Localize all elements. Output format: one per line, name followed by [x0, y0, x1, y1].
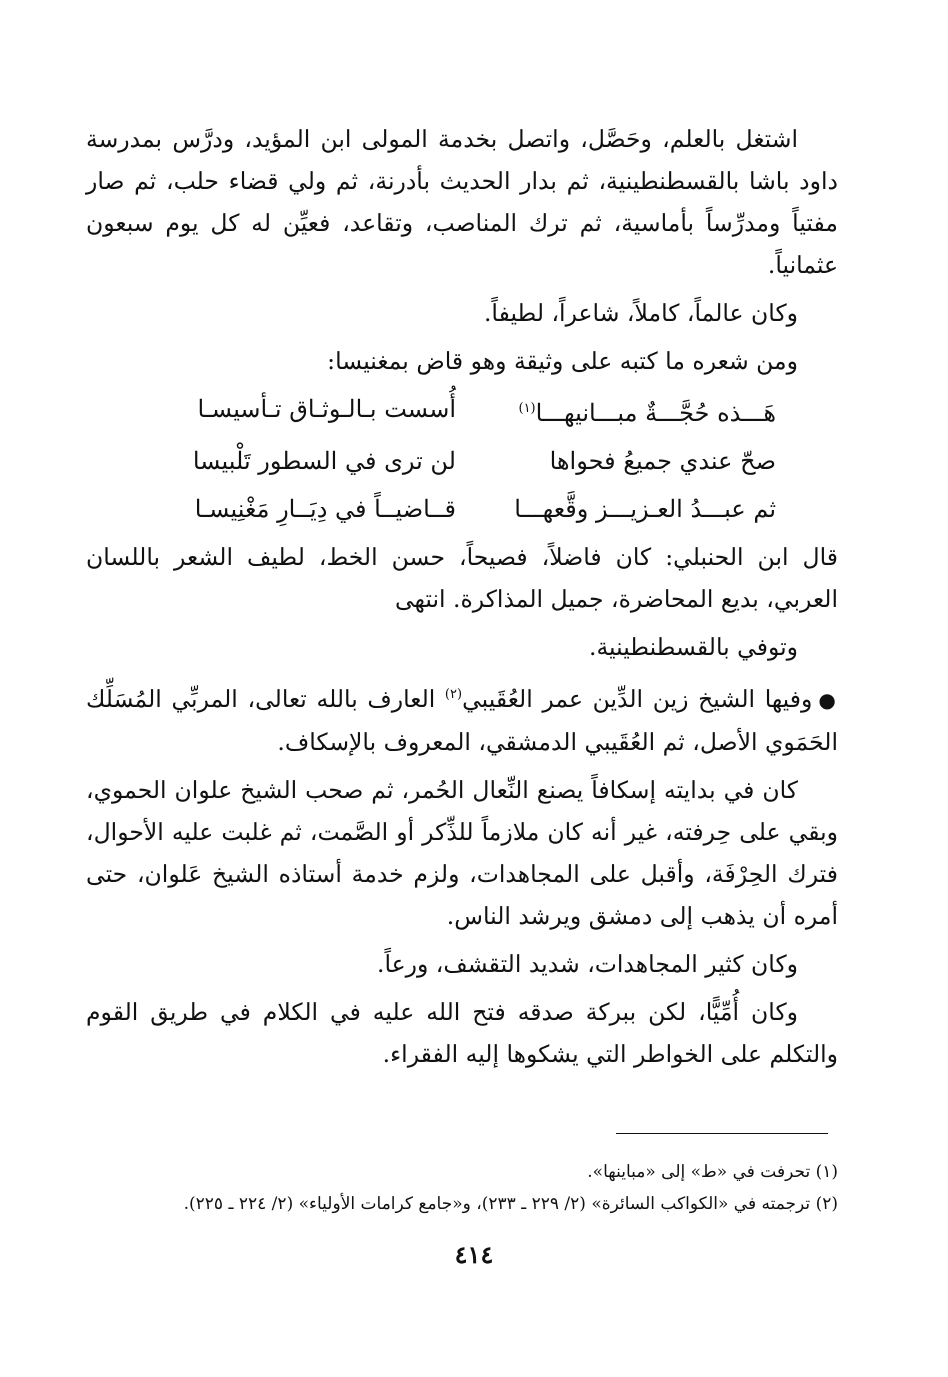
paragraph: ومن شعره ما كتبه على وثيقة وهو قاض بمغنيسا: [327, 347, 798, 375]
verse-line [86, 440, 838, 482]
paragraph: وكان عالماً، كاملاً، شاعراً، لطيفاً. [483, 299, 798, 327]
entry-heading-paragraph: ●وفيها الشيخ زين الدِّين عمر العُقَيبي$^{(٢)}$ العارف بالله تعالى، المربِّي المُسَلِّك الحَمَوي الأصل، ثم العُقَيبي الدمشقي، المعروف بالإسكاف. [86, 684, 838, 756]
footnote-marker: (٢) [444, 687, 463, 702]
paragraph: اشتغل بالعلم، وحَصَّل، واتصل بخدمة المولى ابن المؤيد، ودرَّس بمدرسة داود باشا بالقسطنطينية، ثم بدار الحديث بأدرنة، ثم ولي قضاء حلب، ثم صار مفتياً ومدرِّساً بأماسية، ثم ترك المناصب، وتقاعد، فعيِّن له كل يوم سبعون عثمانياً. [86, 125, 838, 279]
footnotes [86, 1156, 838, 1220]
verse-first-hemistich: ثم عبـــدُ العـزيـــز وقَّعهـــا [514, 495, 776, 523]
verse-line [86, 388, 838, 434]
footnote: (١) تحرفت في «ط» إلى «مباينها». [587, 1162, 838, 1182]
verse-second-hemistich: أُسست بـالـوثـاق تـأسيسـا [197, 395, 456, 423]
page-body [86, 118, 838, 1081]
paragraph: وكان أُمِّيًّا، لكن ببركة صدقه فتح الله عليه في الكلام في طريق القوم والتكلم على الخواطر التي يشكوها إليه الفقراء. [86, 997, 838, 1068]
bullet-icon: ● [818, 687, 838, 712]
verse-first-hemistich: هَـــذه حُجَّـــةٌ مبـــانيهـــا$^{(١)}$ [518, 399, 776, 427]
paragraph: وكان كثير المجاهدات، شديد التقشف، ورعاً. [376, 949, 798, 978]
paragraph: كان في بدايته إسكافاً يصنع النِّعال الحُمر، ثم صحب الشيخ علوان الحموي، وبقي على حِرفته، غير أنه كان ملازماً للذِّكر أو الصَّمت، ثم غلبت عليه الأحوال، فترك الحِرْفَة، وأقبل على المجاهدات، ولزم خدمة أستاذه الشيخ عَلوان، حتى أمره أن يذهب إلى دمشق ويرشد الناس. [86, 775, 838, 930]
footnote-marker: (١) [518, 401, 536, 416]
verse-second-hemistich: قــاضيــاً في دِيَــارِ مَغْنِيسـا [194, 495, 456, 523]
paragraph: قال ابن الحنبلي: كان فاضلاً، فصيحاً، حسن الخط، لطيف الشعر باللسان العربي، بديع المحاضرة، جميل المذاكرة. انتهى [86, 543, 838, 613]
verse-first-hemistich: صحّ عندي جميعُ فحواها [549, 447, 776, 475]
verse-second-hemistich: لن ترى في السطور تَلْبيسا [192, 447, 456, 475]
verse-line [86, 488, 838, 530]
footnote: (٢) ترجمته في «الكواكب السائرة» (٢/ ٢٢٩ ـ ٢٣٣)، و«جامع كرامات الأولياء» (٢/ ٢٢٤ ـ ٢٢٥). [183, 1194, 838, 1214]
footnote-divider [616, 1133, 828, 1134]
paragraph: وتوفي بالقسطنطينية. [588, 633, 798, 661]
page-number: ٤١٤ [454, 1240, 494, 1269]
